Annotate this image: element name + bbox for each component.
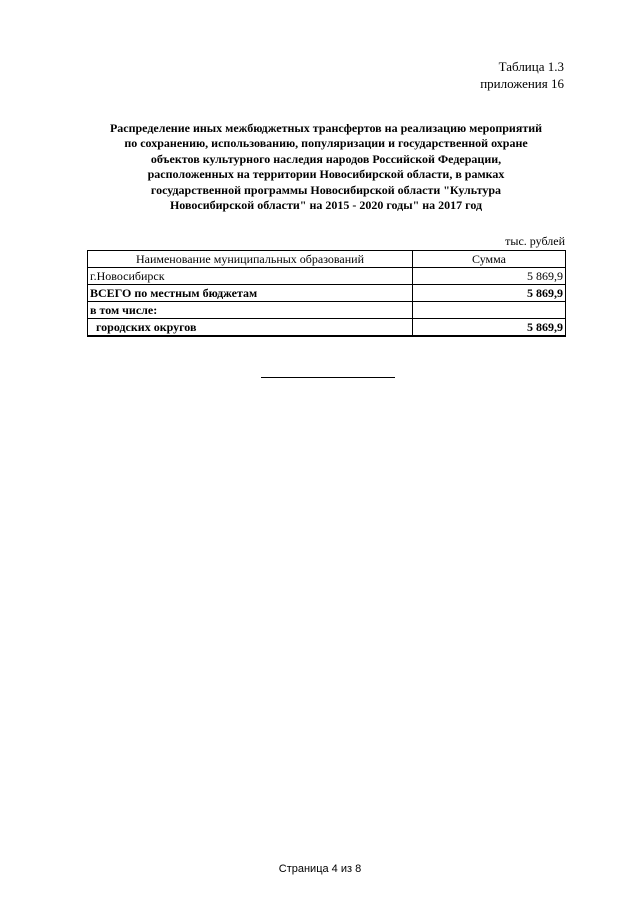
table-number: Таблица 1.3: [498, 59, 564, 74]
row-sum: 5 869,9: [413, 268, 566, 285]
title-line: объектов культурного наследия народов Российской Федерации,: [150, 151, 502, 166]
table-row-total: [88, 285, 566, 302]
column-header-name: Наименование муниципальных образований: [88, 251, 413, 268]
row-sum: 5 869,9: [413, 319, 566, 337]
table-row: [88, 268, 566, 285]
row-name: ВСЕГО по местным бюджетам: [88, 285, 413, 302]
row-sum: 5 869,9: [413, 285, 566, 302]
separator-line: [261, 377, 395, 378]
title-line: государственной программы Новосибирской области "Культура: [150, 182, 502, 197]
transfers-table: [87, 250, 566, 337]
table-row: [88, 319, 566, 337]
title-line: Новосибирской области" на 2015 - 2020 годы" на 2017 год: [169, 198, 483, 213]
page-number: Страница 4 из 8: [278, 863, 362, 875]
title-line: Распределение иных межбюджетных трансфертов на реализацию мероприятий: [109, 121, 543, 135]
appendix-number: приложения 16: [480, 76, 564, 91]
row-name: г.Новосибирск: [88, 268, 413, 285]
row-name: городских округов: [88, 319, 413, 337]
table-header-row: [88, 251, 566, 268]
row-sum: [413, 302, 566, 319]
document-title: [86, 121, 566, 213]
table-row: [88, 302, 566, 319]
table-reference: [480, 58, 564, 92]
column-header-sum: Сумма: [413, 251, 566, 268]
title-line: по сохранению, использованию, популяризации и государственной охране: [124, 136, 528, 151]
row-name: в том числе:: [88, 302, 413, 319]
unit-label: тыс. рублей: [505, 234, 565, 248]
title-line: расположенных на территории Новосибирской области, в рамках: [147, 167, 505, 182]
